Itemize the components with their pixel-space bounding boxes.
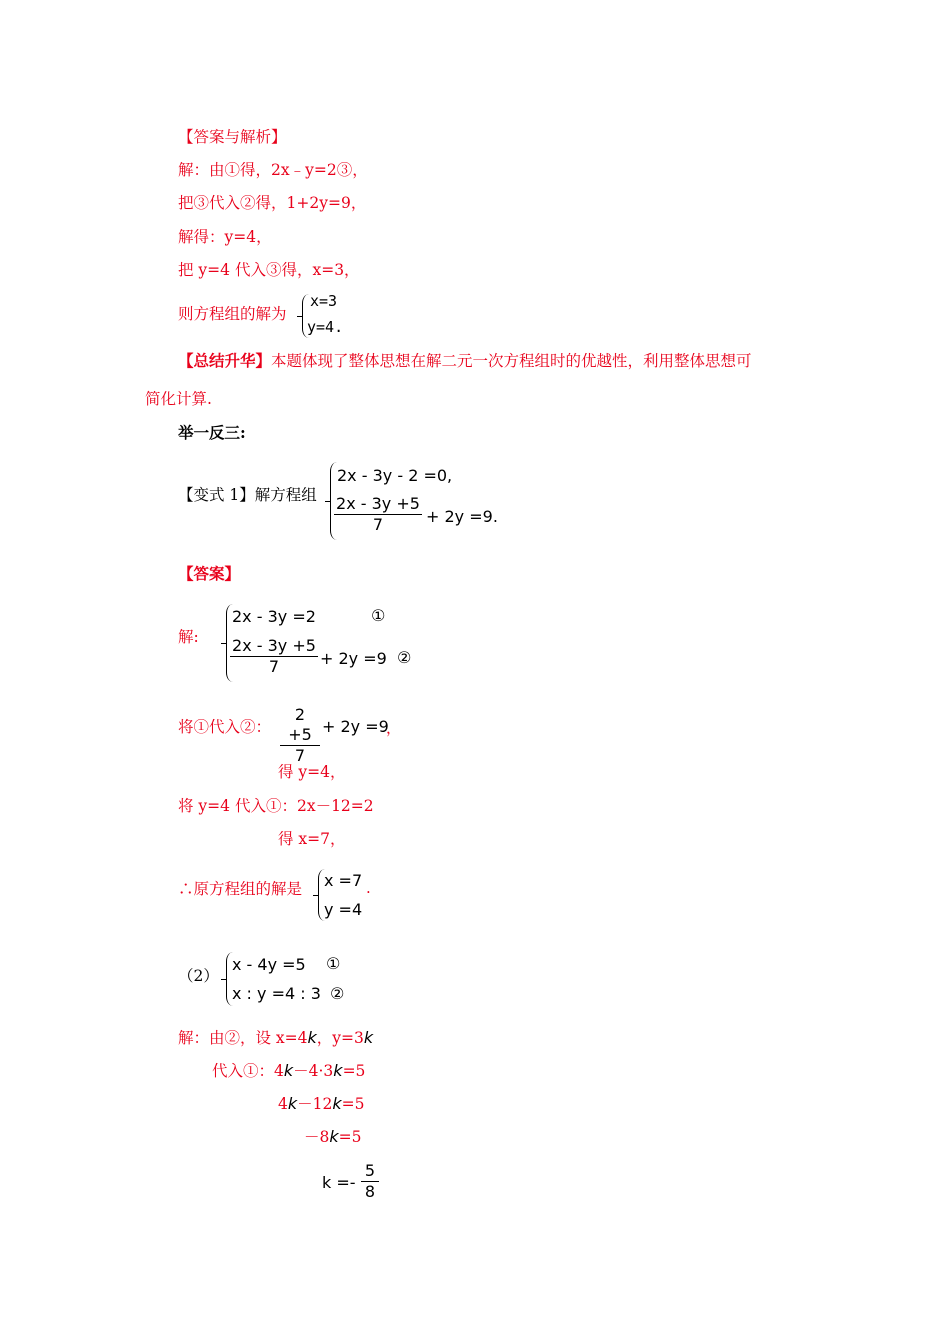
part2-line-2 — [212, 1061, 365, 1081]
part2-line-2-text-b: －4·3 — [293, 1062, 334, 1080]
solution-y: y=4. — [307, 318, 344, 336]
final-y: y =4 — [324, 900, 363, 919]
summary-label: 【总结升华】 — [178, 351, 272, 370]
circle-2-icon: ② — [397, 648, 412, 667]
part2-label: （2） — [178, 967, 219, 985]
part2-eq2: x : y =4 : 3 — [232, 984, 321, 1003]
substitute-fraction — [280, 705, 320, 766]
part2-line-4 — [304, 1127, 362, 1147]
answer-heading: 【答案】 — [178, 564, 241, 583]
part2-line-3-text-b: －12 — [297, 1095, 333, 1113]
substitute-y-line: 将 y=4 代入①：2x－12=2 — [178, 797, 374, 815]
solution-line-4: 把 y=4 代入③得，x=3， — [178, 261, 360, 279]
variant-fraction — [334, 494, 422, 535]
variable-k: k — [333, 1061, 343, 1080]
fraction-denominator: 7 — [268, 657, 280, 676]
substitute-line: 将①代入②： — [178, 718, 272, 736]
variable-k: k — [329, 1127, 339, 1146]
get-y-line: 得 y=4， — [278, 763, 346, 781]
solution-line-5: 则方程组的解为 — [178, 305, 287, 323]
practice-title: 举一反三: — [178, 423, 246, 442]
fraction-numerator: 2x - 3y +5 — [334, 494, 422, 515]
part2-line-1-text: 解：由②，设 x=4 — [178, 1029, 308, 1047]
solution-line-3: 解得：y=4， — [178, 228, 272, 246]
summary-text: 本题体现了整体思想在解二元一次方程组时的优越性，利用整体思想可 — [271, 352, 752, 370]
circle-2-icon: ② — [330, 984, 345, 1003]
part2-line-1 — [178, 1028, 373, 1048]
system-eq2-tail: + 2y =9 — [320, 649, 387, 668]
final-solution-label: ∴原方程组的解是 — [178, 880, 303, 898]
solution-x: x=3 — [310, 292, 338, 310]
part2-k-result: k =- — [322, 1173, 356, 1192]
part2-line-4-text-b: =5 — [338, 1128, 362, 1146]
system-fraction — [230, 636, 318, 677]
variant-eq1: 2x - 3y - 2 =0, — [337, 466, 453, 485]
fraction-denominator: 8 — [364, 1182, 376, 1201]
part2-line-3-text: 4 — [278, 1095, 288, 1113]
part2-line-3 — [278, 1094, 365, 1114]
system-eq1: 2x - 3y =2 — [232, 607, 316, 626]
fraction-numerator: 2x - 3y +5 — [230, 636, 318, 657]
get-x-line: 得 x=7， — [278, 830, 346, 848]
part2-line-1-text-b: ，y=3 — [316, 1029, 364, 1047]
variant-eq2-tail: + 2y =9. — [426, 507, 498, 526]
substitute-tail: + 2y =9 — [322, 717, 389, 736]
fraction-denominator: 7 — [372, 515, 384, 534]
answer-jie: 解: — [178, 628, 199, 646]
k-fraction — [361, 1161, 379, 1202]
summary-text-2: 简化计算. — [145, 390, 212, 408]
substitute-comma: ， — [386, 719, 402, 737]
variable-k: k — [283, 1061, 294, 1080]
solution-line-2: 把③代入②得，1+2y=9， — [178, 194, 367, 212]
final-x: x =7 — [324, 871, 363, 890]
fraction-numerator: 2 +5 — [280, 705, 320, 746]
part2-eq1: x - 4y =5 — [232, 955, 306, 974]
variant-label: 【变式 1】解方程组 — [178, 486, 317, 504]
summary-line — [178, 351, 752, 371]
variable-k: k — [363, 1028, 374, 1047]
part2-line-2-text: 代入①：4 — [212, 1062, 284, 1080]
final-dot: . — [366, 879, 371, 897]
variable-k: k — [287, 1094, 298, 1113]
variable-k: k — [307, 1028, 317, 1047]
part2-line-2-text-c: =5 — [342, 1062, 366, 1080]
solution-line-1: 解：由①得，2x﹣y=2③， — [178, 161, 368, 179]
variable-k: k — [332, 1094, 342, 1113]
part2-line-3-text-c: =5 — [341, 1095, 365, 1113]
circle-1-icon: ① — [326, 954, 341, 973]
part2-line-4-text: －8 — [304, 1128, 330, 1146]
fraction-denominator: 7 — [294, 746, 306, 765]
circle-1-icon: ① — [371, 606, 386, 625]
answer-analysis-heading: 【答案与解析】 — [178, 128, 287, 146]
fraction-numerator: 5 — [361, 1161, 379, 1182]
